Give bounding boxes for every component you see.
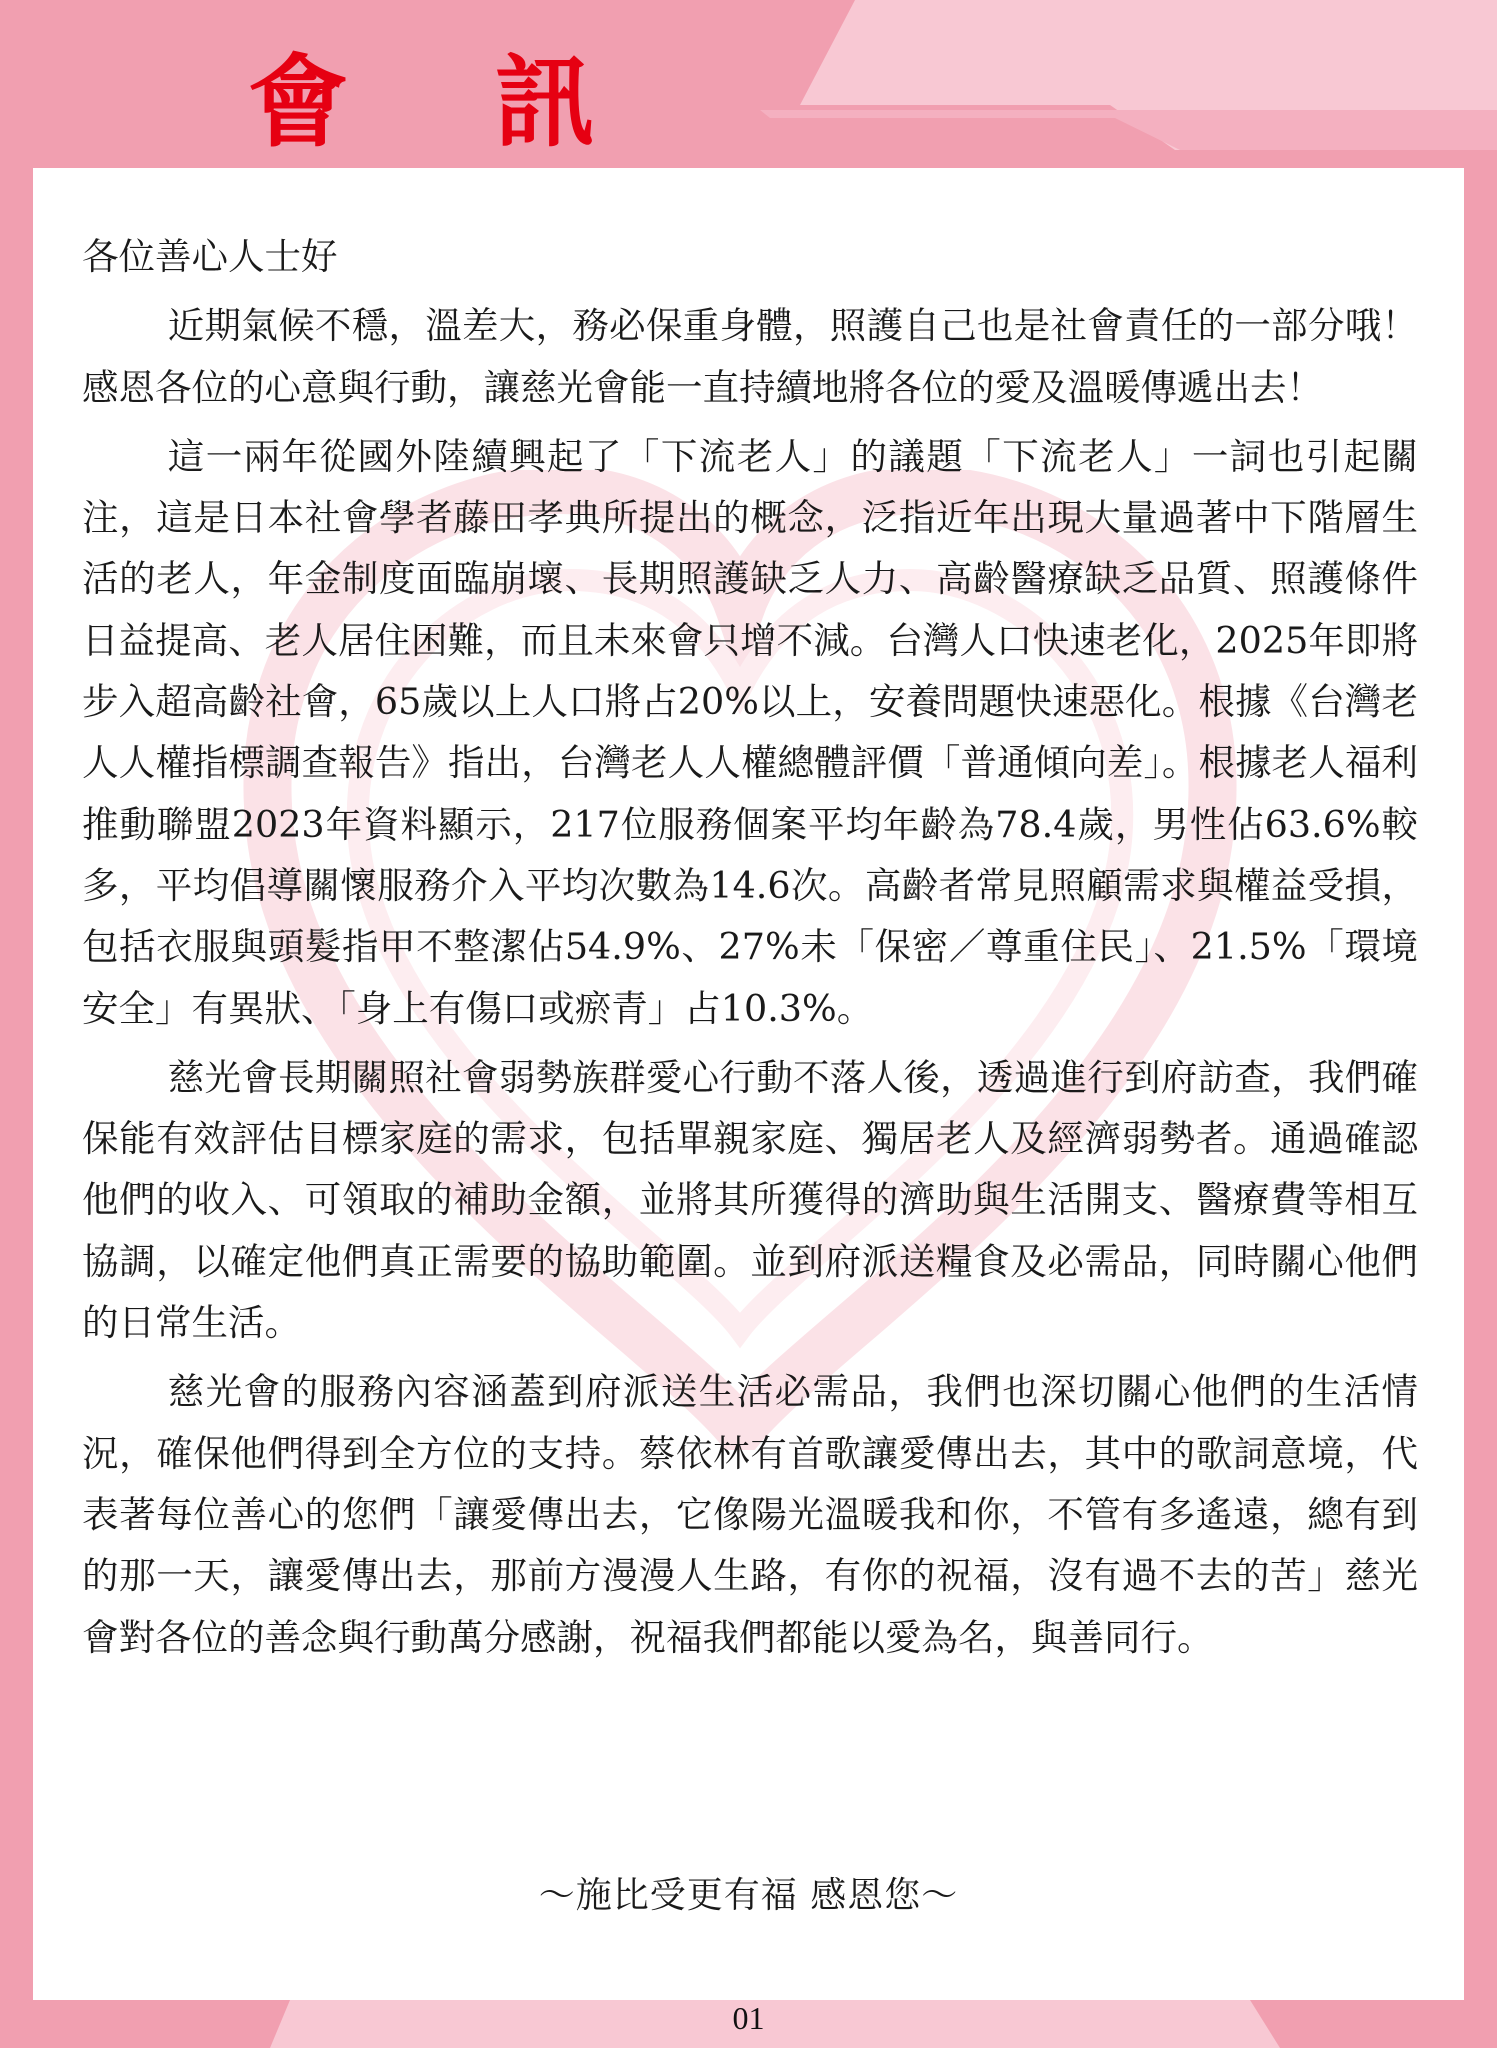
paragraph-4: 慈光會的服務內容涵蓋到府派送生活必需品，我們也深切關心他們的生活情況，確保他們得到全方位的支持。蔡依林有首歌讓愛傳出去，其中的歌詞意境，代表著每位善心的您們「讓愛傳出去，它像陽光溫暖我和你，不管有多遙遠，總有到的那一天，讓愛傳出去，那前方漫漫人生路，有你的祝福，沒有過不去的苦」慈光會對各位的善念與行動萬分感謝，祝福我們都能以愛為名，與善同行。 (82, 1370, 1418, 1659)
letter-body (82, 226, 1418, 1668)
page-title: 會 訊 (248, 43, 651, 161)
closing-line: ～施比受更有福 感恩您～ (538, 1875, 959, 1916)
greeting: 各位善心人士好 (82, 235, 338, 278)
paragraph-3: 慈光會長期關照社會弱勢族群愛心行動不落人後，透過進行到府訪查，我們確保能有效評估目標家庭的需求，包括單親家庭、獨居老人及經濟弱勢者。通過確認他們的收入、可領取的補助金額，並將其所獲得的濟助與生活開支、醫療費等相互協調，以確定他們真正需要的協助範圍。並到府派送糧食及必需品，同時關心他們的日常生活。 (82, 1055, 1418, 1345)
page-number: 01 (732, 2000, 765, 2036)
paragraph-1: 近期氣候不穩，溫差大，務必保重身體，照護自己也是社會責任的一部分哦！感恩各位的心意與行動，讓慈光會能一直持續地將各位的愛及溫暖傳遞出去！ (82, 304, 1418, 409)
paragraph-2: 這一兩年從國外陸續興起了「下流老人」的議題「下流老人」一詞也引起關注，這是日本社會學者藤田孝典所提出的概念，泛指近年出現大量過著中下階層生活的老人，年金制度面臨崩壞、長期照護缺乏人力、高齡醫療缺乏品質、照護條件日益提高、老人居住困難，而且未來會只增不減。台灣人口快速老化，2025年即將步入超高齡社會，65歲以上人口將占20%以上，安養問題快速惡化。根據《台灣老人人權指標調查報告》指出，台灣老人人權總體評價「普通傾向差」。根據老人福利推動聯盟2023年資料顯示，217位服務個案平均年齡為78.4歲，男性佔63.6%較多，平均倡導關懷服務介入平均次數為14.6次。高齡者常見照顧需求與權益受損，包括衣服與頭髮指甲不整潔佔54.9%、27%未「保密／尊重住民」、21.5%「環境安全」有異狀、「身上有傷口或瘀青」占10.3%。 (82, 434, 1418, 1030)
